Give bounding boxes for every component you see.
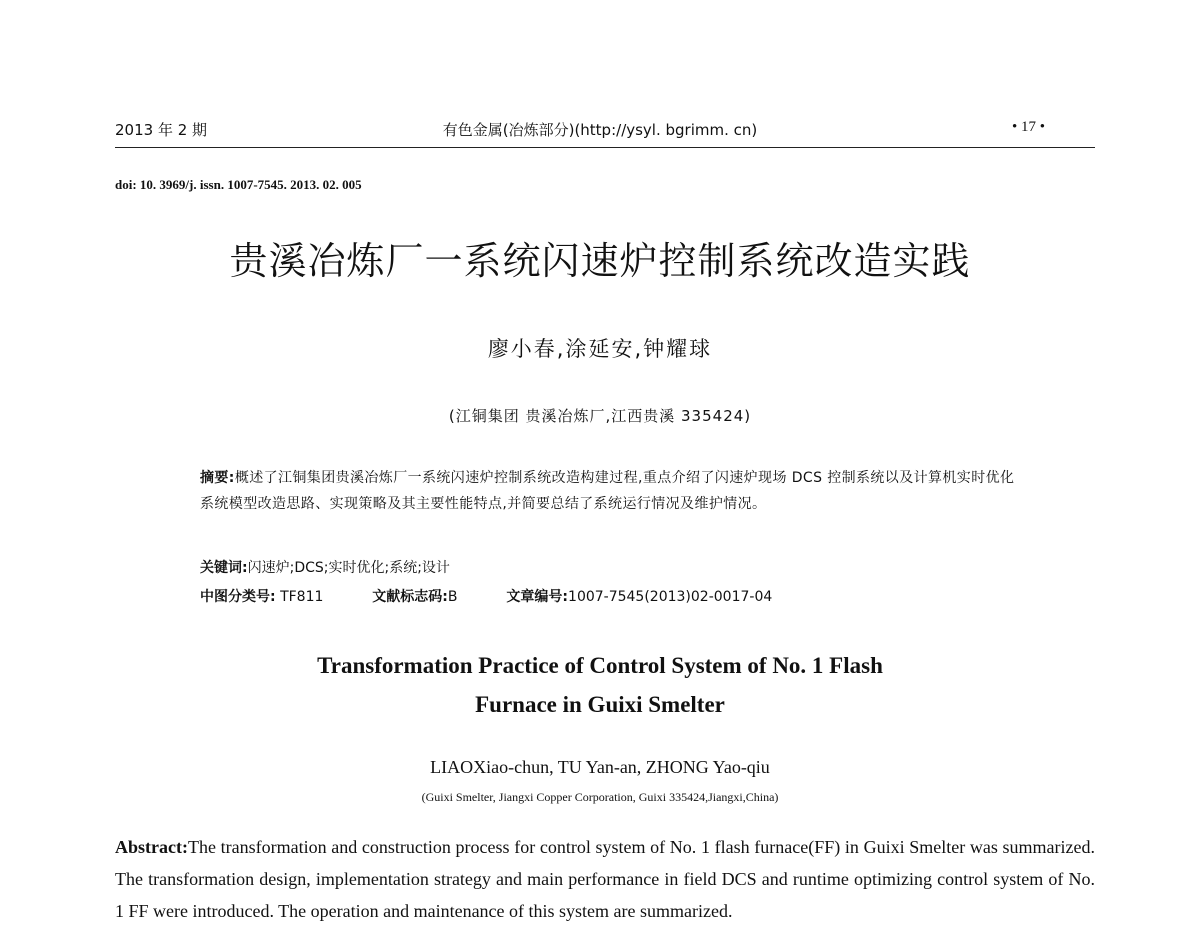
en-abstract-label: Abstract:: [115, 837, 188, 857]
cn-abstract-text: 概述了江铜集团贵溪冶炼厂一系统闪速炉控制系统改造构建过程,重点介绍了闪速炉现场 DCS 控制系统以及计算机实时优化系统模型改造思路、实现策略及其主要性能特点,并简要总结了系统运行情况及维护情况。: [200, 470, 1015, 512]
cn-authors: 廖小春,涂延安,钟耀球: [487, 337, 713, 361]
cn-affiliation: (江铜集团 贵溪冶炼厂,江西贵溪 335424): [448, 407, 752, 425]
cn-doccode-label: 文献标志码:: [372, 589, 448, 605]
header-journal: 有色金属(冶炼部分)(http://ysyl. bgrimm. cn): [442, 121, 758, 139]
cn-classification: [200, 584, 1015, 610]
en-affiliation: (Guixi Smelter, Jiangxi Copper Corporation, Guixi 335424,Jiangxi,China): [421, 790, 779, 804]
header-page-number: • 17 •: [1012, 119, 1046, 135]
en-abstract-text: The transformation and construction process for control system of No. 1 flash furnace(FF) in Guixi Smelter was summarized. The transformation design, implementation strategy and main performance in field DCS and runtime optimizing control system of No. 1 FF were introduced. The operation and maintenance of this system are summarized.: [115, 837, 1095, 921]
cn-class-label: 中图分类号:: [200, 589, 276, 605]
cn-doccode-value: B: [447, 589, 458, 605]
header-rule: [115, 147, 1095, 148]
en-abstract: [115, 831, 1095, 927]
cn-title: 贵溪冶炼厂一系统闪速炉控制系统改造实践: [229, 239, 971, 283]
en-title: [0, 646, 1200, 724]
en-title-line-1: Transformation Practice of Control System of No. 1 Flash: [317, 653, 883, 678]
cn-abstract: [200, 465, 1015, 517]
cn-keywords: [200, 555, 1015, 581]
header-issue: 2013 年 2 期: [115, 121, 208, 139]
en-authors: LIAOXiao-chun, TU Yan-an, ZHONG Yao-qiu: [430, 757, 770, 777]
en-title-line-2: Furnace in Guixi Smelter: [475, 692, 725, 717]
cn-keywords-text: 闪速炉;DCS;实时优化;系统;设计: [247, 560, 450, 576]
cn-article-label: 文章编号:: [506, 589, 569, 605]
doi: doi: 10. 3969/j. issn. 1007-7545. 2013. 02. 005: [115, 177, 362, 192]
cn-class-value: TF811: [280, 589, 324, 605]
cn-keywords-label: 关键词:: [200, 560, 248, 576]
cn-abstract-label: 摘要:: [200, 470, 235, 486]
cn-article-value: 1007-7545(2013)02-0017-04: [568, 589, 773, 605]
